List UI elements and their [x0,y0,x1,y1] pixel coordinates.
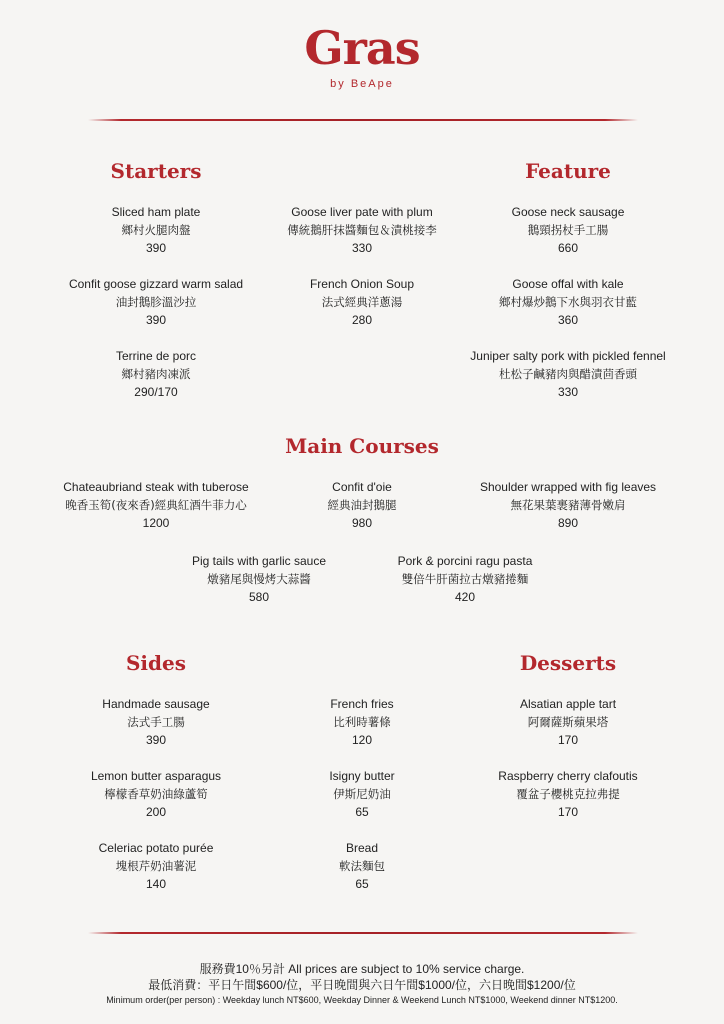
item-name: Alsatian apple tart [519,697,617,711]
item-name: Pig tails with garlic sauce [191,554,327,568]
item-price: 330 [351,241,373,255]
item-name-zh: 鄉村火腿肉盤 [121,223,191,237]
section-title-desserts: Desserts [519,651,617,675]
menu-item [443,695,693,749]
item-price: 200 [145,805,167,819]
item-price: 360 [557,313,579,327]
item-price: 1200 [142,516,170,530]
item-name: Confit d'oie [332,480,392,494]
item-name: Lemon butter asparagus [90,769,222,783]
item-name: Pork & porcini ragu pasta [397,554,533,568]
item-price: 420 [454,590,476,604]
item-price: 890 [557,516,579,530]
item-name: French Onion Soup [309,277,415,291]
item-name-zh: 杜松子鹹豬肉與醋漬茴香頭 [499,367,637,381]
menu-item [443,767,693,821]
item-price: 390 [145,733,167,747]
item-name: Goose neck sausage [511,205,625,219]
item-name: Isigny butter [329,769,395,783]
item-name: Shoulder wrapped with fig leaves [479,480,657,494]
item-name-zh: 雙倍牛肝菌拉古燉豬捲麵 [401,572,529,586]
item-price: 330 [557,385,579,399]
item-name-zh: 燉豬尾與慢烤大蒜醬 [207,572,311,586]
item-name-zh: 鄉村豬肉凍派 [121,367,191,381]
item-name: Goose offal with kale [512,277,624,291]
item-name-zh: 傳統鵝肝抹醬麵包＆漬桃接李 [287,223,437,237]
item-price: 390 [145,313,167,327]
item-price: 170 [557,805,579,819]
item-name: Celeriac potato purée [98,841,214,855]
item-name: Chateaubriand steak with tuberose [63,480,249,494]
item-name-zh: 晚香玉筍(夜來香)經典紅酒牛菲力心 [65,498,247,512]
brand-subtitle: by BeApe [330,78,394,90]
brand-logo: Gras [304,21,420,75]
menu-item [433,347,703,401]
menu-item [443,203,693,257]
top-divider [88,119,638,121]
item-price: 390 [145,241,167,255]
item-name-zh: 檸檬香草奶油綠蘆筍 [104,787,208,801]
item-name: Handmade sausage [102,697,210,711]
service-charge-note: 服務費10％另計 All prices are subject to 10% service charge. [199,962,525,976]
item-price: 170 [557,733,579,747]
item-name: Juniper salty pork with pickled fennel [470,349,666,363]
minimum-order-zh: 最低消費：平日午間$600/位，平日晚間與六日午間$1000/位，六日晚間$1200/位 [148,978,576,992]
section-title-feature: Feature [525,159,611,183]
menu-item [340,552,590,606]
item-name-zh: 法式經典洋蔥湯 [321,295,403,309]
item-name-zh: 鄉村爆炒鵝下水與羽衣甘藍 [499,295,637,309]
item-price: 580 [248,590,270,604]
menu-item [26,478,286,532]
item-name: Goose liver pate with plum [291,205,433,219]
item-price: 65 [355,805,369,819]
item-name-zh: 比利時薯條 [333,715,391,729]
item-price: 290/170 [134,385,178,399]
item-name-zh: 覆盆子櫻桃克拉弗提 [516,787,620,801]
item-name-zh: 經典油封鵝腿 [327,498,397,512]
section-title-sides: Sides [125,651,186,675]
item-price: 140 [145,877,167,891]
menu-item [262,478,462,532]
item-price: 120 [351,733,373,747]
item-name-zh: 法式手工腸 [127,715,185,729]
item-price: 280 [351,313,373,327]
menu-item [443,478,693,532]
minimum-order-en: Minimum order(per person) : Weekday lunch NT$600, Weekday Dinner & Weekend Lunch NT$1000, Weekend dinner NT$1200. [106,995,618,1005]
item-name-zh: 塊根芹奶油薯泥 [115,859,197,873]
item-price: 65 [355,877,369,891]
menu-item [237,839,487,893]
item-name: Sliced ham plate [111,205,201,219]
item-name: Raspberry cherry clafoutis [498,769,638,783]
item-name-zh: 阿爾薩斯蘋果塔 [527,715,609,729]
item-name-zh: 油封鵝胗溫沙拉 [115,295,197,309]
item-name: French fries [330,697,394,711]
item-name: Terrine de porc [115,349,197,363]
item-name-zh: 鵝頸拐杖手工腸 [527,223,609,237]
item-name-zh: 伊斯尼奶油 [333,787,391,801]
item-price: 980 [351,516,373,530]
menu-item [31,347,281,401]
item-name-zh: 無花果葉裹豬薄骨嫩肩 [510,498,626,512]
menu-item [443,275,693,329]
item-price: 660 [557,241,579,255]
item-name: Bread [345,841,379,855]
section-title-starters: Starters [110,159,202,183]
bottom-divider [88,932,638,934]
section-title-main-courses: Main Courses [285,434,439,458]
item-name: Confit goose gizzard warm salad [68,277,244,291]
item-name-zh: 軟法麵包 [339,859,385,873]
